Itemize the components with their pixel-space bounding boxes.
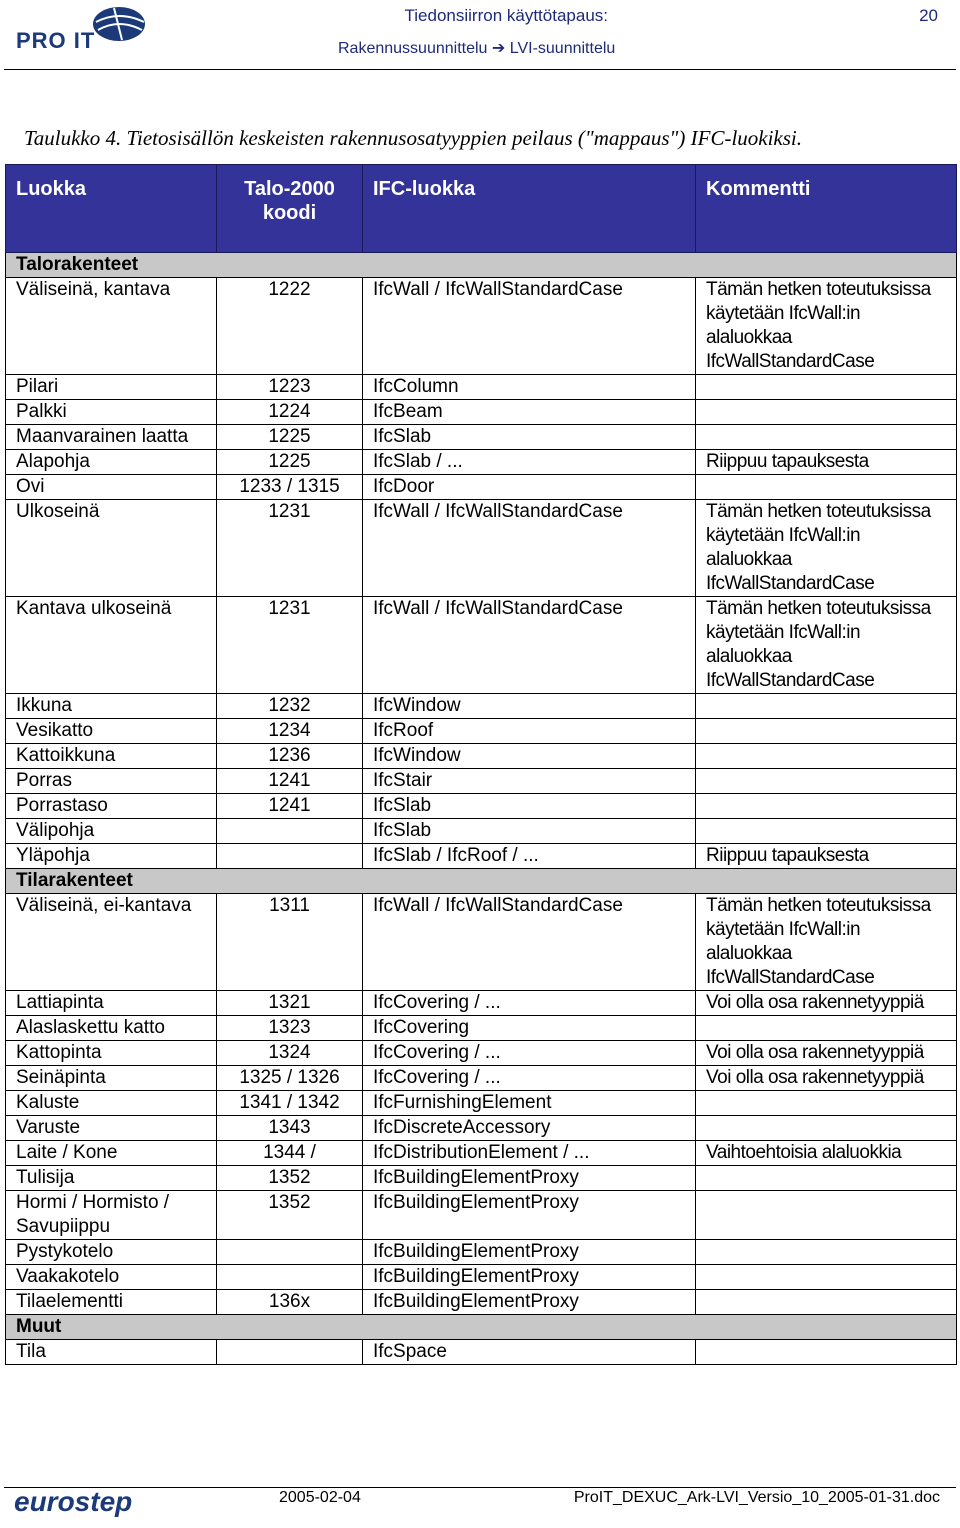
comment-cell bbox=[696, 400, 957, 425]
ifc-class-cell: IfcFurnishingElement bbox=[363, 1091, 696, 1116]
code-cell: 1344 / bbox=[217, 1141, 363, 1166]
table-row bbox=[6, 278, 957, 375]
class-cell: Alaslaskettu katto bbox=[6, 1016, 217, 1041]
ifc-class-cell: IfcColumn bbox=[363, 375, 696, 400]
ifc-class-cell: IfcBeam bbox=[363, 400, 696, 425]
comment-cell bbox=[696, 1340, 957, 1365]
table-row bbox=[6, 1041, 957, 1066]
ifc-class-cell: IfcWall / IfcWallStandardCase bbox=[363, 500, 696, 597]
ifc-class-cell: IfcWall / IfcWallStandardCase bbox=[363, 278, 696, 375]
table-caption: Taulukko 4. Tietosisällön keskeisten rakennusosatyyppien peilaus ("mappaus") IFC-luokiksi. bbox=[24, 126, 803, 150]
class-cell: Hormi / Hormisto / Savupiippu bbox=[6, 1191, 217, 1240]
class-cell: Tilaelementti bbox=[6, 1290, 217, 1315]
table-row bbox=[6, 375, 957, 400]
ifc-class-cell: IfcStair bbox=[363, 769, 696, 794]
comment-cell bbox=[696, 794, 957, 819]
code-cell: 1241 bbox=[217, 769, 363, 794]
comment-cell: Voi olla osa rakennetyyppiä bbox=[696, 1066, 957, 1091]
ifc-class-cell: IfcWindow bbox=[363, 694, 696, 719]
comment-cell: Vaihtoehtoisia alaluokkia bbox=[696, 1141, 957, 1166]
code-cell: 1323 bbox=[217, 1016, 363, 1041]
ifc-class-cell: IfcCovering bbox=[363, 1016, 696, 1041]
code-cell: 1224 bbox=[217, 400, 363, 425]
section-title: Talorakenteet bbox=[6, 253, 957, 278]
code-cell bbox=[217, 1240, 363, 1265]
eurostep-logo: eurostep bbox=[14, 1486, 133, 1517]
class-cell: Seinäpinta bbox=[6, 1066, 217, 1091]
class-cell: Porrastaso bbox=[6, 794, 217, 819]
class-cell: Yläpohja bbox=[6, 844, 217, 869]
code-cell bbox=[217, 1340, 363, 1365]
code-cell: 1222 bbox=[217, 278, 363, 375]
code-cell: 1232 bbox=[217, 694, 363, 719]
table-row bbox=[6, 991, 957, 1016]
table-row bbox=[6, 819, 957, 844]
table-row bbox=[6, 475, 957, 500]
class-cell: Väliseinä, kantava bbox=[6, 278, 217, 375]
ifc-class-cell: IfcSlab / ... bbox=[363, 450, 696, 475]
comment-cell: Riippuu tapauksesta bbox=[696, 450, 957, 475]
comment-cell bbox=[696, 819, 957, 844]
table-row bbox=[6, 794, 957, 819]
ifc-class-cell: IfcSlab bbox=[363, 794, 696, 819]
header-subtitle bbox=[338, 38, 615, 58]
ifc-class-cell: IfcCovering / ... bbox=[363, 1066, 696, 1091]
class-cell: Ulkoseinä bbox=[6, 500, 217, 597]
column-header-luokka: Luokka bbox=[6, 165, 217, 253]
code-cell: 1241 bbox=[217, 794, 363, 819]
ifc-class-cell: IfcBuildingElementProxy bbox=[363, 1166, 696, 1191]
ifc-class-cell: IfcBuildingElementProxy bbox=[363, 1290, 696, 1315]
subtitle-left: Rakennussuunnittelu bbox=[338, 40, 488, 57]
footer-divider bbox=[4, 1487, 956, 1488]
ifc-class-cell: IfcBuildingElementProxy bbox=[363, 1240, 696, 1265]
table-row bbox=[6, 400, 957, 425]
table-row bbox=[6, 769, 957, 794]
comment-cell bbox=[696, 1290, 957, 1315]
comment-cell bbox=[696, 694, 957, 719]
comment-cell: Tämän hetken toteutuksissa käytetään IfcWall:in alaluokkaa IfcWallStandardCase bbox=[696, 278, 957, 375]
footer-filename: ProIT_DEXUC_Ark-LVI_Versio_10_2005-01-31.doc bbox=[573, 1489, 940, 1506]
table-row bbox=[6, 1066, 957, 1091]
ifc-class-cell: IfcDistributionElement / ... bbox=[363, 1141, 696, 1166]
table-row bbox=[6, 1265, 957, 1290]
table-body bbox=[6, 253, 957, 1365]
code-cell bbox=[217, 819, 363, 844]
table-header-row bbox=[6, 165, 957, 253]
code-cell: 1225 bbox=[217, 450, 363, 475]
ifc-class-cell: IfcSlab bbox=[363, 425, 696, 450]
comment-cell bbox=[696, 375, 957, 400]
table-row bbox=[6, 425, 957, 450]
comment-cell: Tämän hetken toteutuksissa käytetään IfcWall:in alaluokkaa IfcWallStandardCase bbox=[696, 597, 957, 694]
class-cell: Alapohja bbox=[6, 450, 217, 475]
code-cell: 1231 bbox=[217, 500, 363, 597]
comment-cell bbox=[696, 1265, 957, 1290]
ifc-class-cell: IfcSpace bbox=[363, 1340, 696, 1365]
mapping-table bbox=[5, 164, 957, 1365]
class-cell: Lattiapinta bbox=[6, 991, 217, 1016]
ifc-class-cell: IfcCovering / ... bbox=[363, 991, 696, 1016]
ifc-class-cell: IfcSlab bbox=[363, 819, 696, 844]
table-row bbox=[6, 450, 957, 475]
class-cell: Väliseinä, ei-kantava bbox=[6, 894, 217, 991]
class-cell: Kaluste bbox=[6, 1091, 217, 1116]
code-cell: 1324 bbox=[217, 1041, 363, 1066]
table-row bbox=[6, 1191, 957, 1240]
arrow-icon: ➔ bbox=[491, 40, 506, 57]
class-cell: Laite / Kone bbox=[6, 1141, 217, 1166]
column-header-ifc: IFC-luokka bbox=[363, 165, 696, 253]
table-row bbox=[6, 597, 957, 694]
code-cell: 136x bbox=[217, 1290, 363, 1315]
table-row bbox=[6, 1141, 957, 1166]
section-title: Muut bbox=[6, 1315, 957, 1340]
comment-cell bbox=[696, 769, 957, 794]
ifc-class-cell: IfcSlab / IfcRoof / ... bbox=[363, 844, 696, 869]
code-cell bbox=[217, 844, 363, 869]
code-cell: 1321 bbox=[217, 991, 363, 1016]
code-cell bbox=[217, 1265, 363, 1290]
code-cell: 1352 bbox=[217, 1166, 363, 1191]
class-cell: Ovi bbox=[6, 475, 217, 500]
class-cell: Kantava ulkoseinä bbox=[6, 597, 217, 694]
class-cell: Vaakakotelo bbox=[6, 1265, 217, 1290]
header-divider bbox=[4, 69, 956, 70]
comment-cell bbox=[696, 1091, 957, 1116]
class-cell: Varuste bbox=[6, 1116, 217, 1141]
code-cell: 1231 bbox=[217, 597, 363, 694]
class-cell: Ikkuna bbox=[6, 694, 217, 719]
class-cell: Palkki bbox=[6, 400, 217, 425]
comment-cell bbox=[696, 744, 957, 769]
code-cell: 1311 bbox=[217, 894, 363, 991]
table-row bbox=[6, 1340, 957, 1365]
ifc-class-cell: IfcCovering / ... bbox=[363, 1041, 696, 1066]
header-title: Tiedonsiirron käyttötapaus: bbox=[404, 6, 608, 25]
code-cell: 1325 / 1326 bbox=[217, 1066, 363, 1091]
class-cell: Välipohja bbox=[6, 819, 217, 844]
comment-cell: Voi olla osa rakennetyyppiä bbox=[696, 1041, 957, 1066]
class-cell: Tulisija bbox=[6, 1166, 217, 1191]
footer-date: 2005-02-04 bbox=[279, 1489, 361, 1506]
comment-cell bbox=[696, 1016, 957, 1041]
table-row bbox=[6, 844, 957, 869]
comment-cell bbox=[696, 1166, 957, 1191]
table-row bbox=[6, 1166, 957, 1191]
class-cell: Kattoikkuna bbox=[6, 744, 217, 769]
page-number: 20 bbox=[919, 6, 938, 25]
code-cell: 1236 bbox=[217, 744, 363, 769]
section-row bbox=[6, 869, 957, 894]
code-cell: 1352 bbox=[217, 1191, 363, 1240]
code-cell: 1225 bbox=[217, 425, 363, 450]
code-cell: 1233 / 1315 bbox=[217, 475, 363, 500]
class-cell: Kattopinta bbox=[6, 1041, 217, 1066]
ifc-class-cell: IfcWindow bbox=[363, 744, 696, 769]
comment-cell: Riippuu tapauksesta bbox=[696, 844, 957, 869]
ifc-class-cell: IfcWall / IfcWallStandardCase bbox=[363, 894, 696, 991]
code-cell: 1341 / 1342 bbox=[217, 1091, 363, 1116]
class-cell: Pilari bbox=[6, 375, 217, 400]
section-row bbox=[6, 253, 957, 278]
table-row bbox=[6, 1116, 957, 1141]
ifc-class-cell: IfcBuildingElementProxy bbox=[363, 1265, 696, 1290]
proit-logo-text: PRO IT bbox=[16, 28, 96, 53]
ifc-class-cell: IfcBuildingElementProxy bbox=[363, 1191, 696, 1240]
comment-cell bbox=[696, 425, 957, 450]
class-cell: Tila bbox=[6, 1340, 217, 1365]
table-row bbox=[6, 694, 957, 719]
column-header-koodi: Talo-2000 koodi bbox=[217, 165, 363, 253]
table-row bbox=[6, 1240, 957, 1265]
table-row bbox=[6, 894, 957, 991]
proit-logo bbox=[14, 4, 154, 54]
table-row bbox=[6, 500, 957, 597]
comment-cell bbox=[696, 475, 957, 500]
comment-cell: Tämän hetken toteutuksissa käytetään IfcWall:in alaluokkaa IfcWallStandardCase bbox=[696, 500, 957, 597]
table-row bbox=[6, 1016, 957, 1041]
section-title: Tilarakenteet bbox=[6, 869, 957, 894]
comment-cell: Voi olla osa rakennetyyppiä bbox=[696, 991, 957, 1016]
comment-cell: Tämän hetken toteutuksissa käytetään IfcWall:in alaluokkaa IfcWallStandardCase bbox=[696, 894, 957, 991]
table-row bbox=[6, 744, 957, 769]
table-row bbox=[6, 719, 957, 744]
class-cell: Maanvarainen laatta bbox=[6, 425, 217, 450]
comment-cell bbox=[696, 1116, 957, 1141]
table-row bbox=[6, 1290, 957, 1315]
comment-cell bbox=[696, 1191, 957, 1240]
comment-cell bbox=[696, 1240, 957, 1265]
class-cell: Porras bbox=[6, 769, 217, 794]
code-cell: 1234 bbox=[217, 719, 363, 744]
code-cell: 1343 bbox=[217, 1116, 363, 1141]
subtitle-right: LVI-suunnittelu bbox=[509, 40, 616, 57]
section-row bbox=[6, 1315, 957, 1340]
code-cell: 1223 bbox=[217, 375, 363, 400]
ifc-class-cell: IfcDiscreteAccessory bbox=[363, 1116, 696, 1141]
comment-cell bbox=[696, 719, 957, 744]
ifc-class-cell: IfcRoof bbox=[363, 719, 696, 744]
ifc-class-cell: IfcWall / IfcWallStandardCase bbox=[363, 597, 696, 694]
class-cell: Vesikatto bbox=[6, 719, 217, 744]
column-header-kommentti: Kommentti bbox=[696, 165, 957, 253]
class-cell: Pystykotelo bbox=[6, 1240, 217, 1265]
table-row bbox=[6, 1091, 957, 1116]
ifc-class-cell: IfcDoor bbox=[363, 475, 696, 500]
